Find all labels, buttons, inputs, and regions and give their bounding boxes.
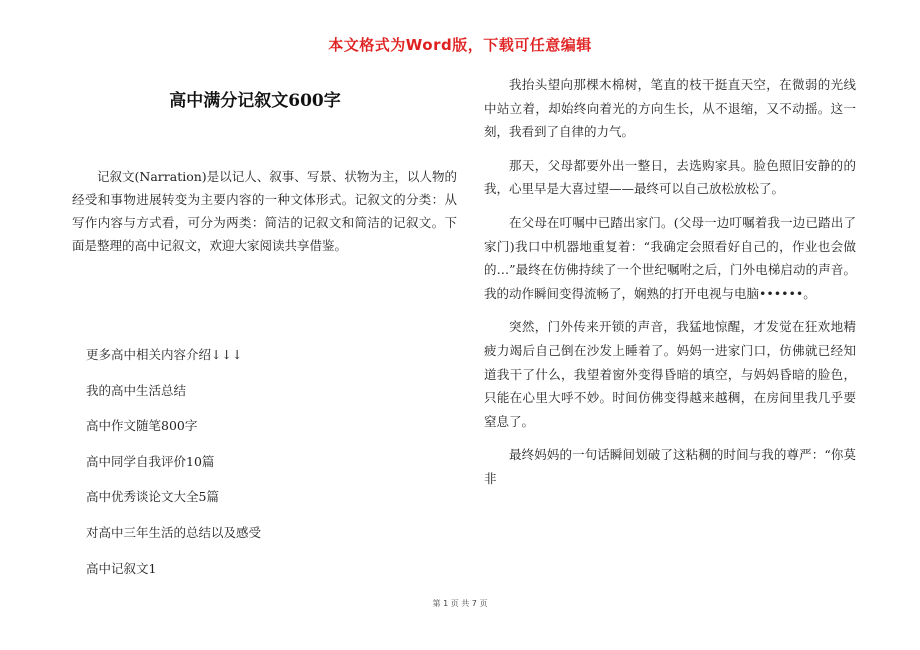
related-link[interactable]: 我的高中生活总结 <box>86 382 187 398</box>
document-title: 高中满分记叙文600字 <box>169 91 341 111</box>
left-column <box>72 165 457 257</box>
related-link[interactable]: 高中同学自我评价10篇 <box>86 453 215 469</box>
related-link[interactable]: 高中优秀谈论文大全5篇 <box>86 489 219 505</box>
body-paragraph: 在父母在叮嘱中已踏出家门。(父母一边叮嘱着我一边已踏出了家门)我口中机器地重复着：“我确定会照看好自己的，作业也会做的…”最终在仿佛持续了一个世纪嘱咐之后，门外电梯启动的声音。我的动作瞬间变得流畅了，娴熟的打开电视与电脑••••••。 <box>484 214 856 301</box>
download-banner: 本文格式为Word版，下载可任意编辑 <box>328 36 592 54</box>
related-link[interactable]: 高中作文随笔800字 <box>86 418 198 434</box>
body-paragraph: 我抬头望向那棵木棉树，笔直的枝干挺直天空，在微弱的光线中站立着，却始终向着光的方向生长，从不退缩，又不动摇。这一刻，我看到了自律的力气。 <box>484 77 856 140</box>
intro-paragraph: 记叙文(Narration)是以记人、叙事、写景、状物为主，以人物的经受和事物进展转变为主要内容的一种文体形式。记叙文的分类：从写作内容与方式看，可分为两类：简洁的记叙文和简洁的记叙文。下面是整理的高中记叙文，欢迎大家阅读共享借鉴。 <box>72 169 457 253</box>
section-heading: 高中记叙文1 <box>86 560 157 576</box>
related-links-header: 更多高中相关内容介绍↓↓↓ <box>86 347 243 362</box>
related-links-list <box>86 344 466 593</box>
right-column <box>484 73 856 501</box>
body-paragraph: 最终妈妈的一句话瞬间划破了这粘稠的时间与我的尊严：“你莫非 <box>484 447 856 486</box>
page-number: 第 1 页 共 7 页 <box>432 599 488 608</box>
body-paragraph: 突然，门外传来开锁的声音，我猛地惊醒，才发觉在狂欢地精疲力竭后自己倒在沙发上睡着了。妈妈一进家门口，仿佛就已经知道我干了什么，我望着窗外变得昏暗的填空，与妈妈昏暗的脸色，只能在心里大呼不妙。时间仿佛变得越来越稠，在房间里我几乎要窒息了。 <box>484 319 856 429</box>
related-link[interactable]: 对高中三年生活的总结以及感受 <box>86 524 262 540</box>
body-paragraph: 那天，父母都要外出一整日，去选购家具。脸色照旧安静的的我，心里早是大喜过望——最终可以自己放松放松了。 <box>484 157 856 197</box>
